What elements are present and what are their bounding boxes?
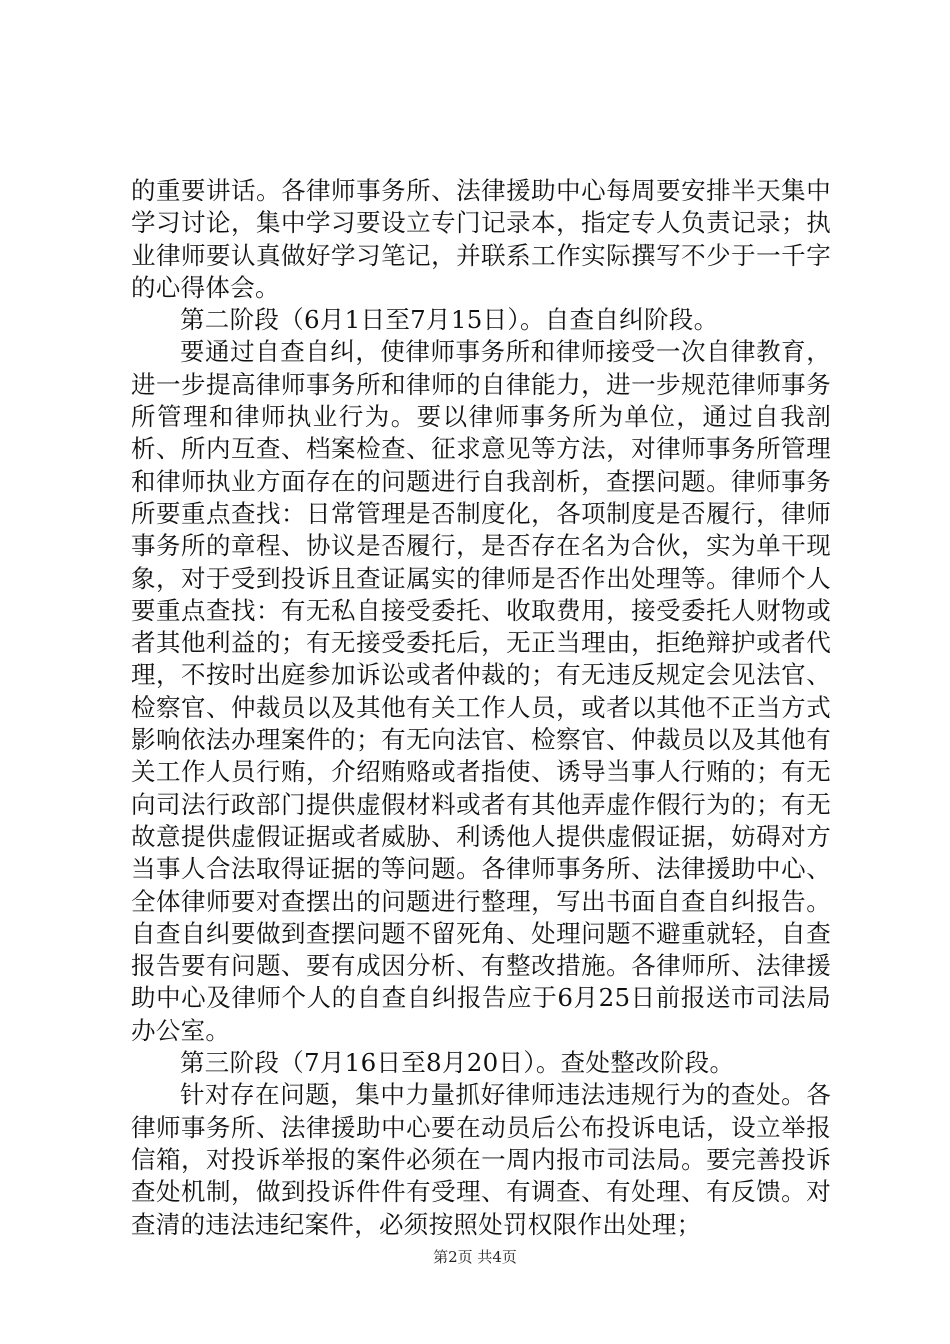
document-body	[131, 175, 831, 1241]
paragraph-stage-two-body: 要通过自查自纠，使律师事务所和律师接受一次自律教育，进一步提高律师事务所和律师的自律能力，进一步规范律师事务所管理和律师执业行为。要以律师事务所为单位，通过自我剖析、所内互查、档案检查、征求意见等方法，对律师事务所管理和律师执业方面存在的问题进行自我剖析，查摆问题。律师事务所要重点查找：日常管理是否制度化，各项制度是否履行，律师事务所的章程、协议是否履行，是否存在名为合伙，实为单干现象，对于受到投诉且查证属实的律师是否作出处理等。律师个人要重点查找：有无私自接受委托、收取费用，接受委托人财物或者其他利益的；有无接受委托后，无正当理由，拒绝辩护或者代理，不按时出庭参加诉讼或者仲裁的；有无违反规定会见法官、检察官、仲裁员以及其他有关工作人员，或者以其他不正当方式影响依法办理案件的；有无向法官、检察官、仲裁员以及其他有关工作人员行贿，介绍贿赂或者指使、诱导当事人行贿的；有无向司法行政部门提供虚假材料或者有其他弄虚作假行为的；有无故意提供虚假证据或者威胁、利诱他人提供虚假证据，妨碍对方当事人合法取得证据的等问题。各律师事务所、法律援助中心、全体律师要对查摆出的问题进行整理，写出书面自查自纠报告。自查自纠要做到查摆问题不留死角、处理问题不避重就轻，自查报告要有问题、要有成因分析、有整改措施。各律师所、法律援助中心及律师个人的自查自纠报告应于6月25日前报送市司法局办公室。	[131, 337, 831, 1045]
paragraph-stage-two-heading: 第二阶段（6月1日至7月15日）。自查自纠阶段。	[180, 305, 719, 335]
paragraph-stage-three-heading: 第三阶段（7月16日至8月20日）。查处整改阶段。	[180, 1048, 735, 1078]
paragraph-1: 的重要讲话。各律师事务所、法律援助中心每周要安排半天集中学习讨论，集中学习要设立专门记录本，指定专人负责记录；执业律师要认真做好学习笔记，并联系工作实际撰写不少于一千字的心得体会。	[131, 176, 831, 302]
paragraph-stage-three-body: 针对存在问题，集中力量抓好律师违法违规行为的查处。各律师事务所、法律援助中心要在动员后公布投诉电话，设立举报信箱，对投诉举报的案件必须在一周内报市司法局。要完善投诉查处机制，做到投诉件件有受理、有调查、有处理、有反馈。对查清的违法违纪案件，必须按照处罚权限作出处理；	[131, 1080, 831, 1239]
page-number-footer: 第2页 共4页	[433, 1248, 517, 1266]
